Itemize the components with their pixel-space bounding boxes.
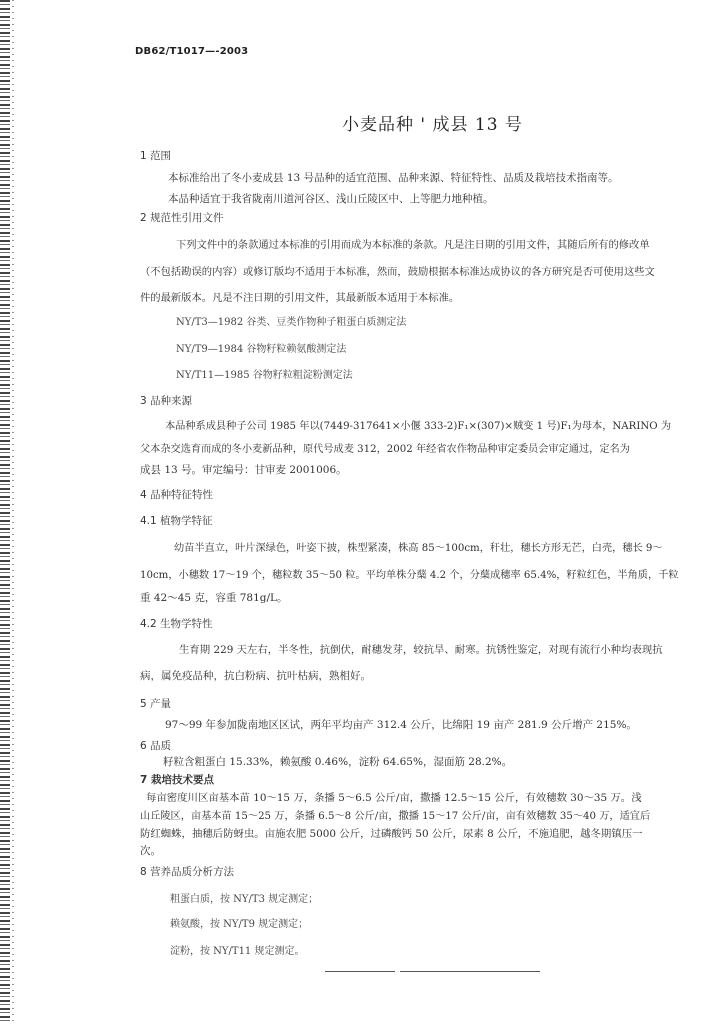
section-3-line-2: 父本杂交选育而成的冬小麦新品种，原代号成麦 312，2002 年经省农作物品种审定委员会审定通过，定名为	[140, 444, 630, 455]
method-item: 淀粉，按 NY/T11 规定测定。	[170, 946, 305, 957]
method-item: 赖氨酸，按 NY/T9 规定测定；	[170, 919, 309, 930]
section-2-heading: 2 规范性引用文件	[140, 212, 224, 224]
section-4-2-line-2: 病，属免疫品种，抗白粉病、抗叶枯病，熟相好。	[140, 670, 371, 682]
section-8-heading: 8 营养品质分析方法	[140, 866, 235, 878]
section-3-line-1: 本品种系成县种子公司 1985 年以(7449-317641×小偃 333-2)F₁×(307)×贼变 1 号)F₁为母本，NARINO 为	[165, 421, 672, 432]
section-7-heading: 7 栽培技术要点	[140, 774, 214, 786]
section-6-heading: 6 品质	[140, 740, 172, 752]
section-3-line-3: 成县 13 号。审定编号：甘审麦 2001006。	[140, 464, 347, 476]
section-4-1-line-3: 重 42～45 克，容重 781g/L。	[140, 592, 288, 604]
section-7-line-3: 防红蜘蛛，抽穗后防蚜虫。亩施农肥 5000 公斤，过磷酸钙 50 公斤，尿素 8 公斤，不施追肥，越冬期镇压一	[140, 828, 643, 840]
section-1-heading: 1 范围	[140, 150, 172, 162]
section-4-2-heading: 4.2 生物学特性	[140, 618, 213, 630]
section-7-line-4: 次。	[140, 845, 161, 857]
reference-item: NY/T3—1982 谷类、豆类作物种子粗蛋白质测定法	[176, 317, 407, 328]
page-title: 小麦品种 ' 成县 13 号	[342, 115, 523, 135]
end-rule-right	[400, 971, 540, 972]
section-5-heading: 5 产量	[140, 698, 172, 710]
section-4-1-heading: 4.1 植物学特征	[140, 515, 213, 527]
doc-code: DB62/T1017—-2003	[135, 46, 249, 57]
section-4-1-line-2: 10cm，小穗数 17～19 个，穗粒数 35～50 粒。平均单株分蘖 4.2 个，分蘖成穗率 65.4%，籽粒红色，半角质，千粒	[140, 570, 679, 581]
section-4-2-line-1: 生育期 229 天左右，半冬性，抗倒伏，耐穗发芽，较抗旱、耐寒。抗锈性鉴定，对现有流行小种均表现抗	[179, 644, 663, 656]
scan-binding-edge	[0, 0, 10, 1024]
section-2-line-3: 件的最新版本。凡是不注日期的引用文件，其最新版本适用于本标准。	[140, 292, 460, 304]
section-1-para-2: 本品种适宜于我省陇南川道河谷区、浅山丘陵区中、上等肥力地种植。	[168, 193, 494, 205]
reference-item: NY/T9—1984 谷物籽粒赖氨酸测定法	[176, 344, 347, 355]
section-2-line-1: 下列文件中的条款通过本标准的引用而成为本标准的条款。凡是注日期的引用文件，其随后所有的修改单	[176, 239, 650, 251]
section-6-para: 籽粒含粗蛋白 15.33%，赖氨酸 0.46%，淀粉 64.65%，湿面筋 28.2%。	[163, 756, 513, 768]
section-1-para-1: 本标准给出了冬小麦成县 13 号品种的适宜范围、品种来源、特征特性、品质及栽培技术指南等。	[168, 172, 619, 184]
reference-item: NY/T11—1985 谷物籽粒粗淀粉测定法	[176, 370, 353, 381]
section-7-line-1: 每亩密度川区亩基本苗 10～15 万，条播 5～6.5 公斤/亩，撒播 12.5～15 公斤，有效穗数 30～35 万。浅	[146, 792, 642, 804]
section-4-1-line-1: 幼苗半直立，叶片深绿色，叶姿下披，株型紧凑，株高 85～100cm，秆壮，穗长方形无芒，白壳，穗长 9～	[174, 543, 663, 554]
section-7-line-2: 山丘陵区，亩基本苗 15～25 万，条播 6.5～8 公斤/亩，撒播 15～17 公斤/亩，亩有效穗数 35～40 万，适宜后	[140, 811, 651, 822]
section-4-heading: 4 品种特征特性	[140, 489, 214, 501]
scan-binding-dots	[12, 0, 14, 1024]
section-5-para: 97～99 年参加陇南地区区试，两年平均亩产 312.4 公斤，比绵阳 19 亩产 281.9 公斤增产 215%。	[165, 719, 637, 731]
section-3-heading: 3 品种来源	[140, 395, 193, 407]
end-rule-left	[325, 971, 395, 972]
section-2-line-2: （不包括勘误的内容）或修订版均不适用于本标准，然而，鼓励根据本标准达成协议的各方研究是否可使用这些文	[140, 266, 655, 278]
method-item: 粗蛋白质，按 NY/T3 规定测定；	[170, 894, 319, 905]
